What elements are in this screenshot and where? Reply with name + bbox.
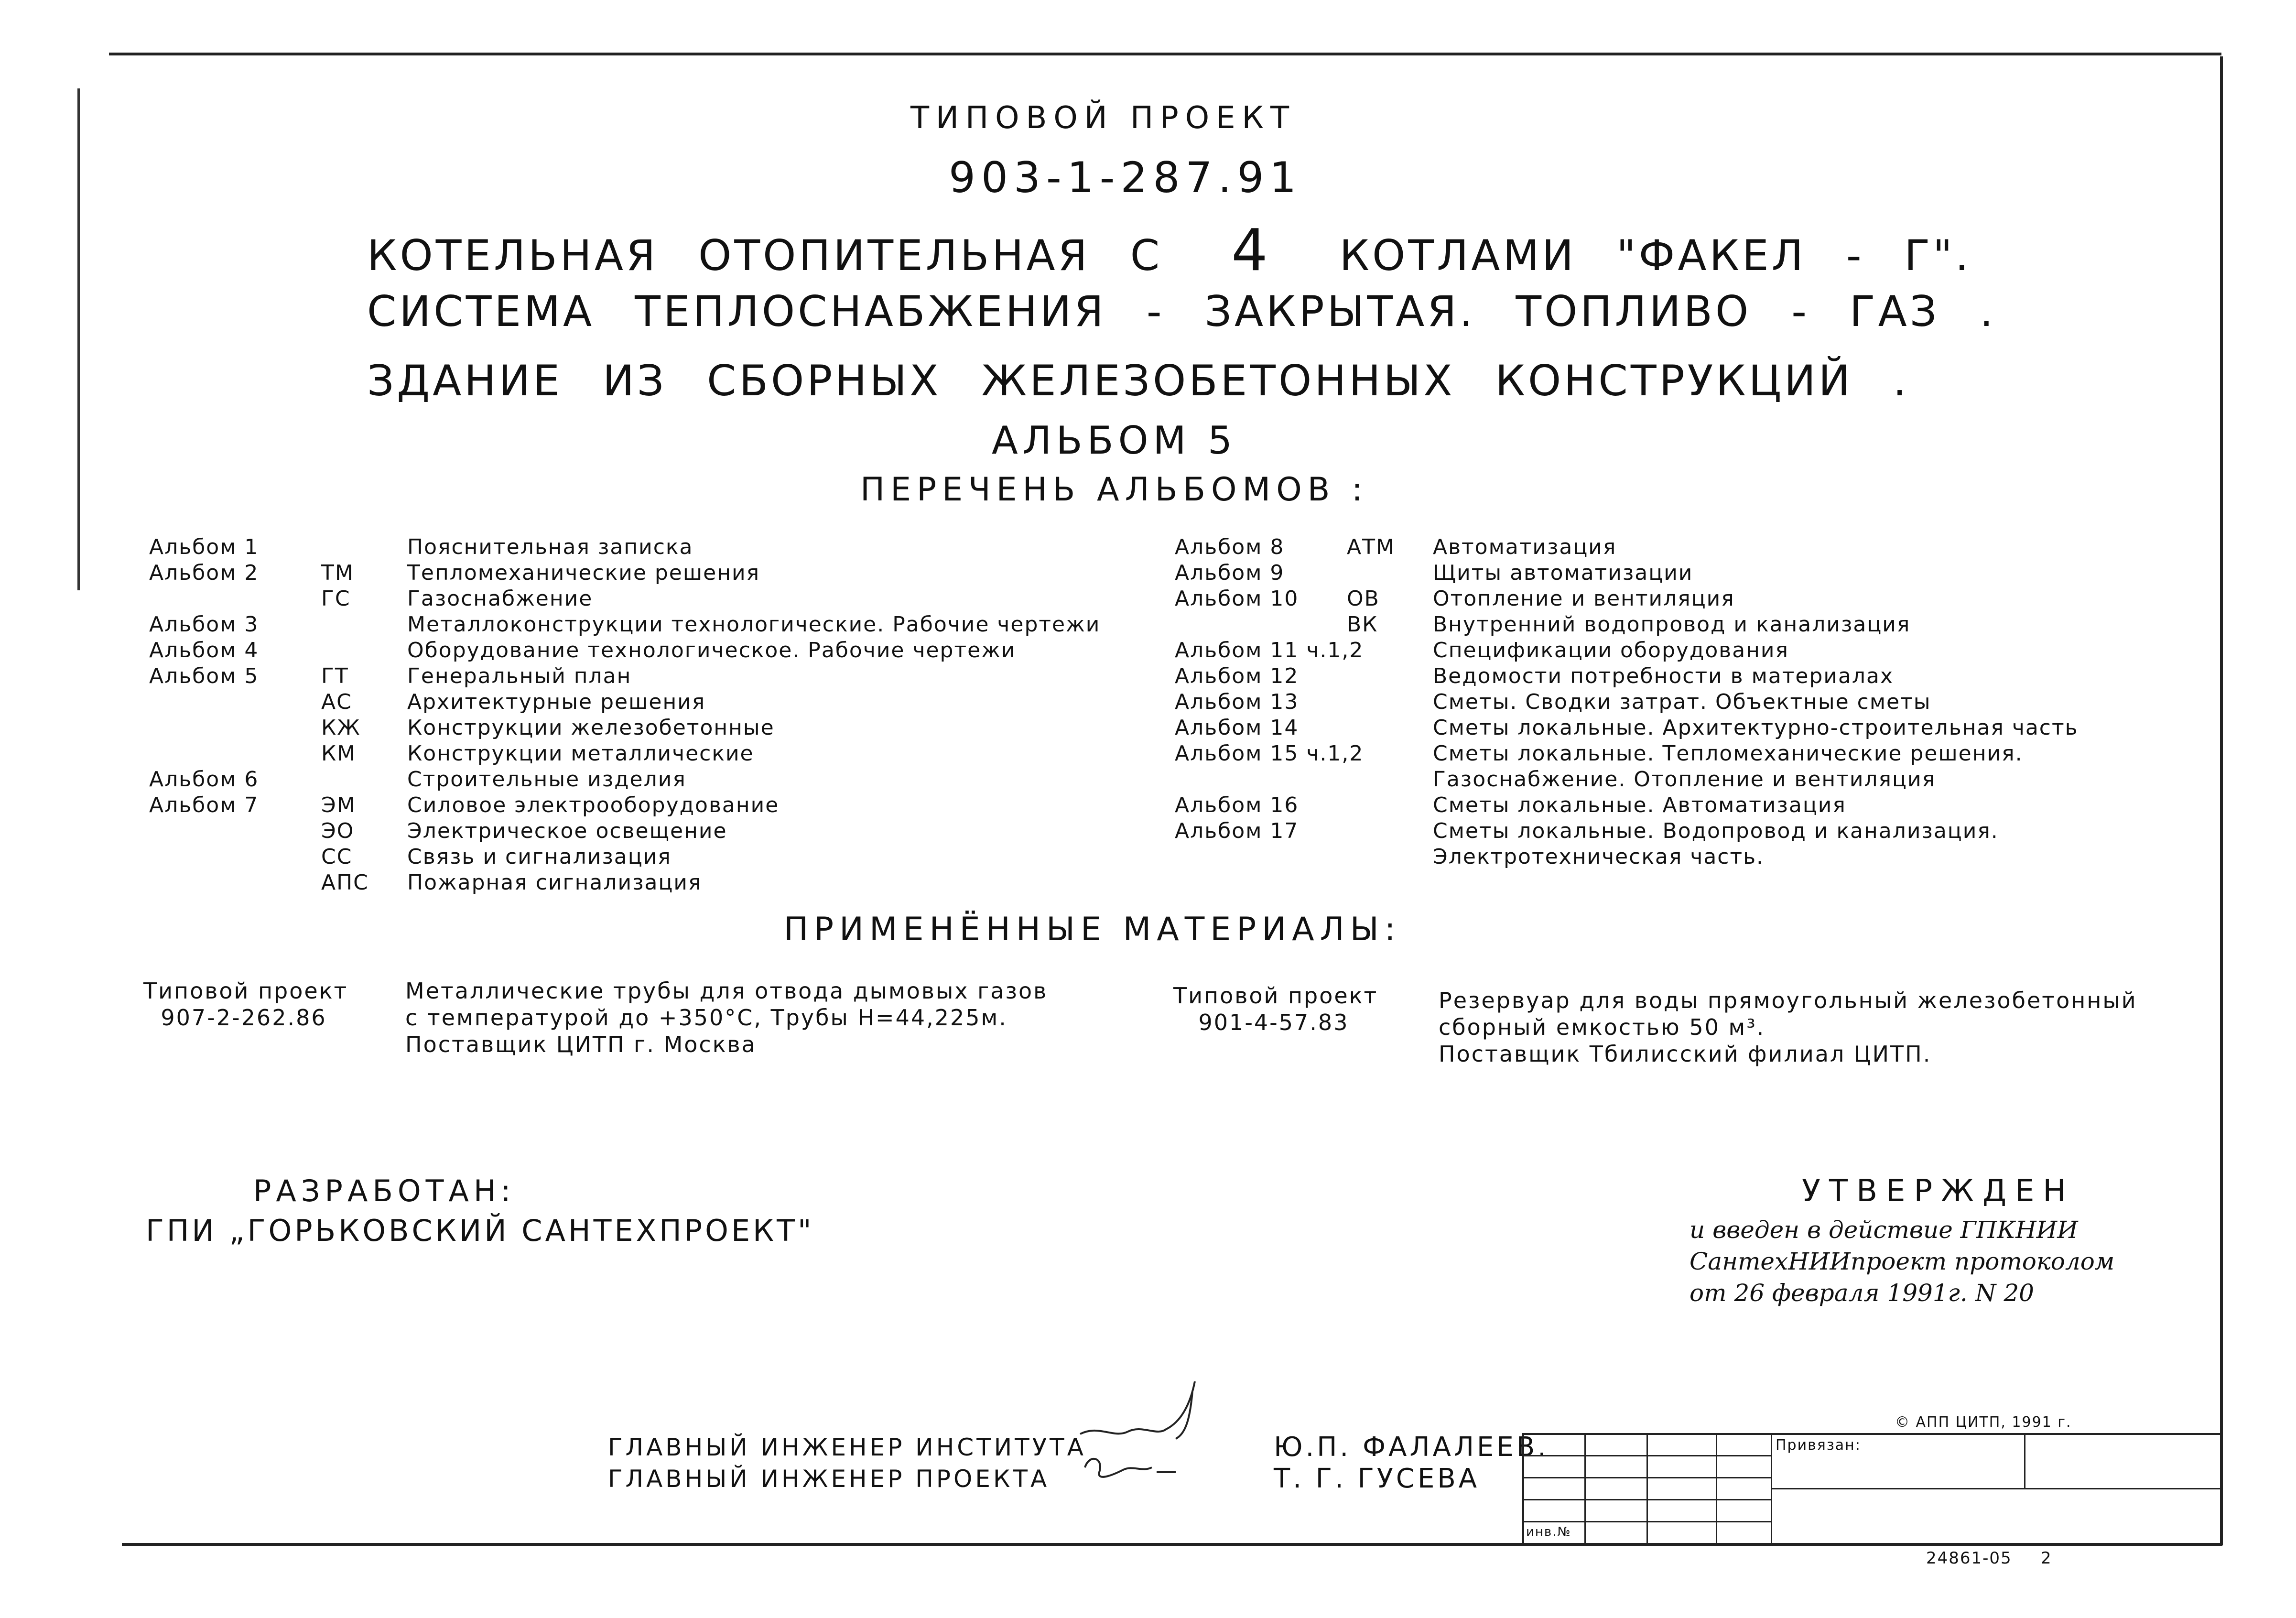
list-item: Альбом 3 Металлоконструкции технологические. Рабочие чертежи [149, 612, 1101, 637]
stamp-top-border [1522, 1433, 2220, 1435]
title-line-1-part-a: КОТЕЛЬНАЯ ОТОПИТЕЛЬНАЯ С [367, 231, 1163, 280]
list-item: АПС Пожарная сигнализация [321, 870, 702, 895]
albums-right-column [1175, 534, 2079, 870]
list-item: ЭО Электрическое освещение [321, 819, 727, 843]
list-item: Альбом 4 Оборудование технологическое. Рабочие чертежи [149, 638, 1016, 662]
material-left-desc: Металлические трубы для отвода дымовых газов с температурой до +350°С, Трубы Н=44,225м. Поставщик ЦИТП г. Москва [405, 978, 1048, 1057]
list-item: Альбом 9 Щиты автоматизации [1175, 561, 1693, 585]
project-number: 903-1-287.91 [949, 153, 1302, 202]
list-item: Альбом 6 Строительные изделия [149, 767, 686, 792]
albums-list-heading: ПЕРЕЧЕНЬ АЛЬБОМОВ : [860, 471, 1368, 509]
material-right-desc: Резервуар для воды прямоугольный железобетонный сборный емкостью 50 м³. Поставщик Тбилисский филиал ЦИТП. [1439, 988, 2137, 1067]
stamp-left-border [1522, 1433, 1524, 1544]
developer-org: ГПИ „ГОРЬКОВСКИЙ САНТЕХПРОЕКТ" [146, 1213, 814, 1248]
approval-text: и введен в действие ГПКНИИ СантехНИИпроект протоколом от 26 февраля 1991г. N 20 [1690, 1216, 2115, 1307]
list-item: Электротехническая часть. [1433, 845, 1765, 869]
signature-names [1274, 1432, 1549, 1495]
list-item: КМ Конструкции металлические [321, 741, 754, 766]
handwritten-signatures [1071, 1377, 1243, 1501]
sheet-number: 2 [2041, 1549, 2052, 1568]
developed-label: РАЗРАБОТАН: [253, 1173, 516, 1208]
copyright-note: © АПП ЦИТП, 1991 г. [1895, 1414, 2072, 1431]
list-item: Газоснабжение. Отопление и вентиляция [1433, 767, 1936, 792]
list-item: СС Связь и сигнализация [321, 845, 671, 869]
title-block-stamp [1522, 1433, 2220, 1544]
signature-roles [608, 1432, 1086, 1495]
list-item: Альбом 17 Сметы локальные. Водопровод и канализация. [1175, 819, 1999, 843]
list-item: Альбом 8 АТМ Автоматизация [1175, 535, 1617, 559]
title-line-1-part-b: КОТЛАМИ "ФАКЕЛ - Г". [1339, 231, 1971, 280]
stamp-divider [2024, 1433, 2025, 1488]
inventory-number-label: инв.№ [1526, 1525, 1571, 1539]
albums-left-column [149, 534, 1100, 896]
type-label: ТИПОВОЙ ПРОЕКТ [910, 100, 1296, 136]
stamp-divider [1646, 1433, 1648, 1544]
list-item: Альбом 11 ч.1,2 Спецификации оборудования [1175, 638, 1789, 662]
list-item: КЖ Конструкции железобетонные [321, 716, 775, 740]
list-item: Альбом 5 ГТ Генеральный план [149, 664, 632, 688]
title-line-1 [367, 217, 1971, 284]
stamp-divider [1584, 1433, 1586, 1544]
stamp-divider [1716, 1433, 1717, 1544]
material-right-ref: Типовой проект 901-4-57.83 [1173, 983, 1378, 1035]
list-item: ГС Газоснабжение [321, 586, 593, 611]
title-line-2: СИСТЕМА ТЕПЛОСНАБЖЕНИЯ - ЗАКРЫТАЯ. ТОПЛИВО - ГАЗ . [367, 287, 1996, 336]
list-item: Альбом 15 ч.1,2 Сметы локальные. Тепломеханические решения. [1175, 741, 2023, 766]
boiler-count: 4 [1231, 217, 1271, 284]
frame-top-line [109, 53, 2221, 55]
role-chief-engineer-project: ГЛАВНЫЙ ИНЖЕНЕР ПРОЕКТА [608, 1465, 1050, 1493]
list-item: Альбом 13 Сметы. Сводки затрат. Объектные сметы [1175, 690, 1931, 714]
list-item: Альбом 14 Сметы локальные. Архитектурно-строительная часть [1175, 716, 2079, 740]
frame-right-line [2220, 56, 2223, 1545]
list-item: Альбом 7 ЭМ Силовое электрооборудование [149, 793, 780, 817]
list-item: Альбом 1 Пояснительная записка [149, 535, 693, 559]
list-item: Альбом 10 ОВ Отопление и вентиляция [1175, 586, 1735, 611]
name-guseva: Т. Г. ГУСЕВА [1274, 1463, 1480, 1494]
materials-heading: ПРИМЕНЁННЫЕ МАТЕРИАЛЫ: [784, 911, 1401, 948]
list-item: Альбом 16 Сметы локальные. Автоматизация [1175, 793, 1846, 817]
list-item: Альбом 2 ТМ Тепломеханические решения [149, 561, 760, 585]
list-item: АС Архитектурные решения [321, 690, 706, 714]
material-left-ref: Типовой проект 907-2-262.86 [143, 978, 348, 1031]
title-line-3: ЗДАНИЕ ИЗ СБОРНЫХ ЖЕЛЕЗОБЕТОННЫХ КОНСТРУКЦИЙ . [367, 356, 1909, 405]
stamp-rule [1771, 1488, 2220, 1489]
list-item: ВК Внутренний водопровод и канализация [1347, 612, 1911, 637]
list-item: Альбом 12 Ведомости потребности в материалах [1175, 664, 1894, 688]
sheet-code: 24861-05 [1926, 1549, 2012, 1568]
approved-label: УТВЕРЖДЕН [1802, 1173, 2075, 1209]
role-chief-engineer-institute: ГЛАВНЫЙ ИНЖЕНЕР ИНСТИТУТА [608, 1433, 1086, 1461]
album-title: АЛЬБОМ 5 [992, 418, 1237, 463]
name-falaleev: Ю.П. ФАЛАЛЕЕВ. [1274, 1432, 1549, 1463]
frame-left-line [77, 88, 80, 590]
attached-label: Привязан: [1776, 1437, 1861, 1454]
